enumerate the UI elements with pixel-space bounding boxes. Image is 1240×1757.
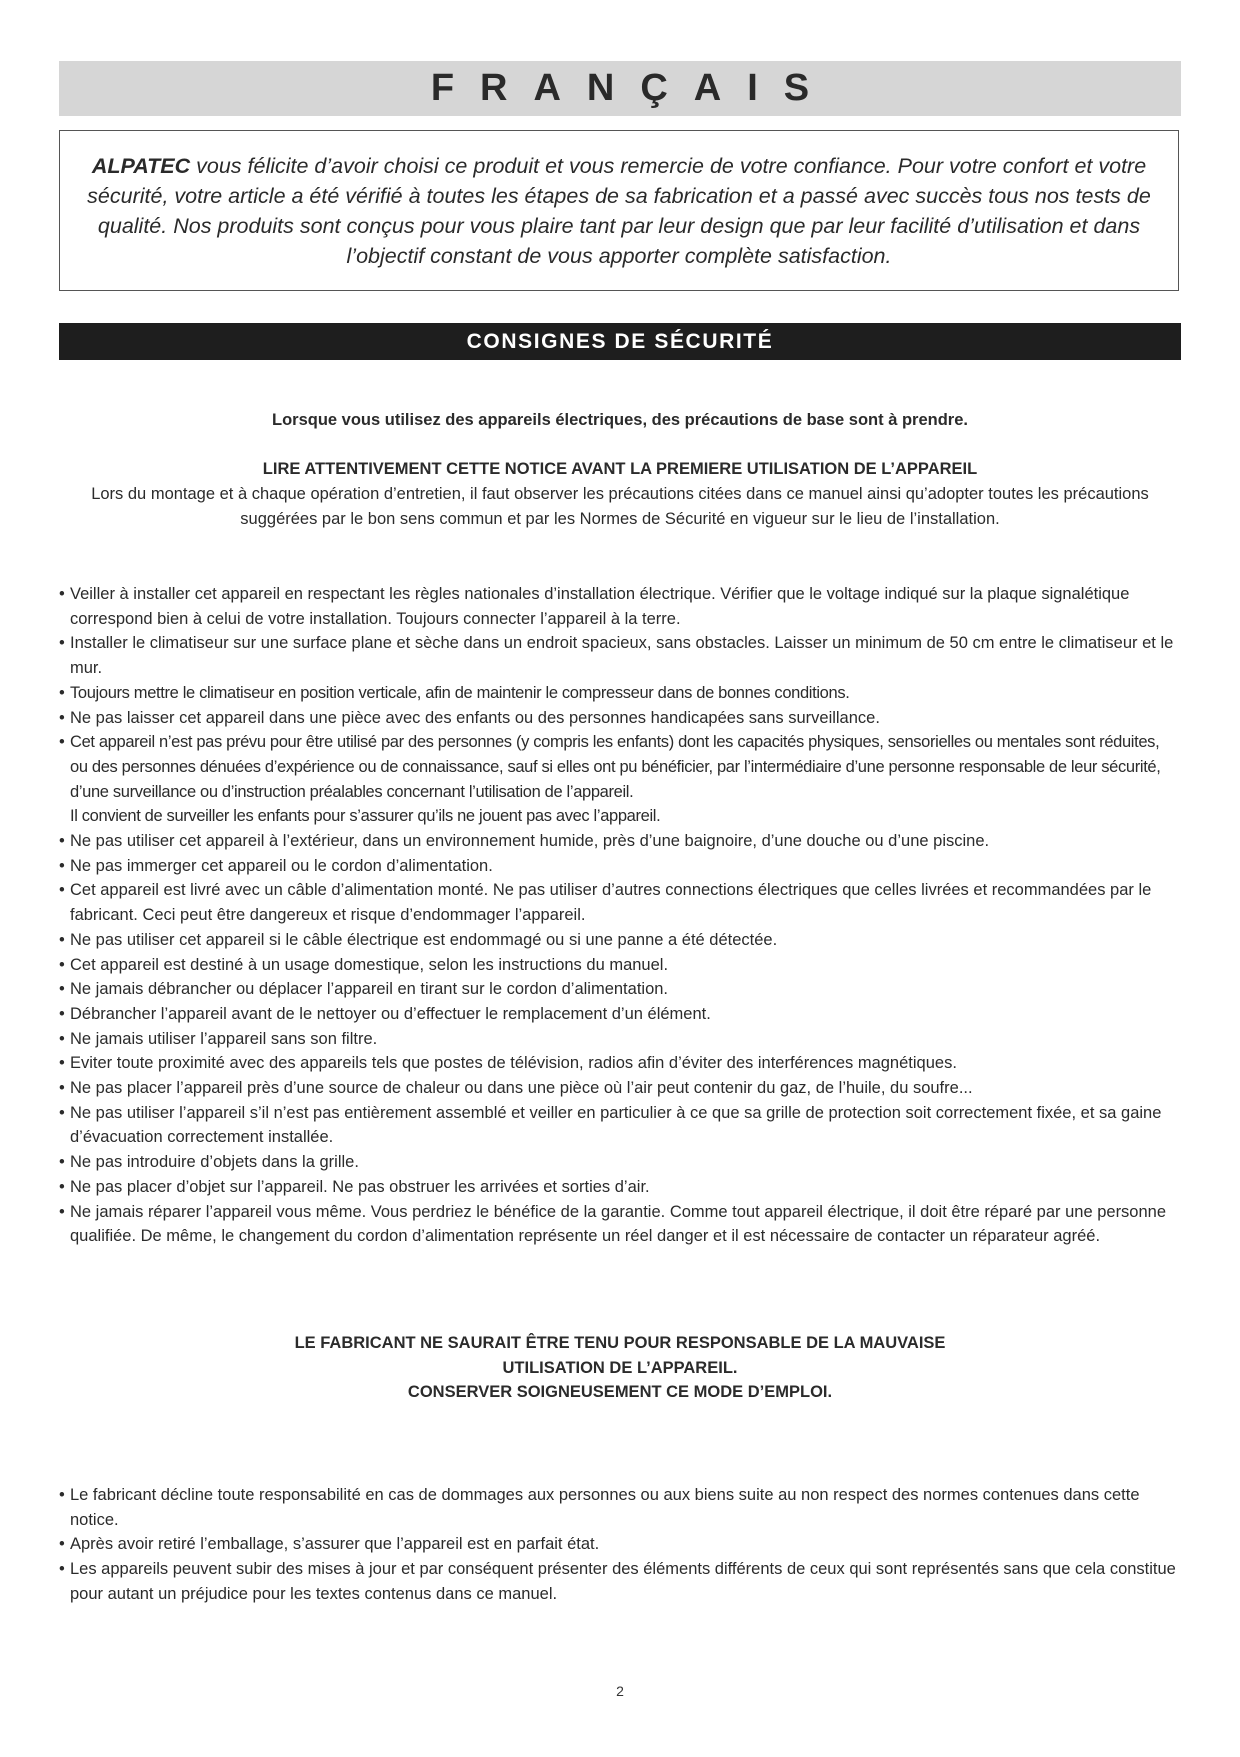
list-item: • Après avoir retiré l’emballage, s’assurer que l’appareil est en parfait état. [59, 1532, 1181, 1557]
language-title: FRANÇAIS [430, 67, 836, 109]
list-item: • Ne jamais débrancher ou déplacer l’appareil en tirant sur le cordon d’alimentation. [59, 977, 1181, 1002]
safety-section-bar [59, 323, 1181, 360]
list-item: • Le fabricant décline toute responsabilité en cas de dommages aux personnes ou aux biens suite au non respect des normes contenues dans cette notice. [59, 1483, 1181, 1532]
warning-line: UTILISATION DE L’APPAREIL. [502, 1358, 738, 1377]
intro-text: vous félicite d’avoir choisi ce produit et vous remercie de votre confiance. Pour votre confort et votre sécurité, votre article a été vérifié à toutes les étapes de sa fabrication et a passé avec succès tous nos tests de qualité. Nos produits sont conçus pour vous plaire tant par leur design que par leur facilité d’utilisation et dans l’objectif constant de vous apporter complète satisfaction. [87, 153, 1151, 268]
list-item: • Ne pas immerger cet appareil ou le cordon d’alimentation. [59, 854, 1181, 879]
brand-name: ALPATEC [91, 153, 191, 178]
intro-box [59, 130, 1179, 291]
list-item: • Ne pas introduire d’objets dans la grille. [59, 1150, 1181, 1175]
list-item: • Installer le climatiseur sur une surface plane et sèche dans un endroit spacieux, sans obstacles. Laisser un minimum de 50 cm entre le climatiseur et le mur. [59, 631, 1181, 680]
notice-text: Lors du montage et à chaque opération d’entretien, il faut observer les précautions citées dans ce manuel ainsi qu’adopter toutes les précautions suggérées par le bon sens commun et par les Normes de Sécurité en vigueur sur le lieu de l’installation. [91, 485, 1149, 528]
list-item: • Ne pas placer l’appareil près d’une source de chaleur ou dans une pièce où l’air peut contenir du gaz, de l’huile, du soufre... [59, 1076, 1181, 1101]
warning-line: LE FABRICANT NE SAURAIT ÊTRE TENU POUR RESPONSABLE DE LA MAUVAISE [294, 1334, 946, 1352]
list-item: • Ne pas utiliser cet appareil si le câble électrique est endommagé ou si une panne a été détectée. [59, 928, 1181, 953]
list-item: • Ne pas utiliser cet appareil à l’extérieur, dans un environnement humide, près d’une baignoire, d’une douche ou d’une piscine. [59, 829, 1181, 854]
safety-section-title: CONSIGNES DE SÉCURITÉ [466, 329, 774, 353]
list-item: • Les appareils peuvent subir des mises à jour et par conséquent présenter des éléments différents de ceux qui sont représentés sans que cela constitue pour autant un préjudice pour les textes contenus dans ce manuel. [59, 1557, 1181, 1606]
list-item [59, 730, 1181, 829]
list-item: • Ne pas laisser cet appareil dans une pièce avec des enfants ou des personnes handicapées sans surveillance. [59, 706, 1181, 731]
safety-bullet-list [59, 582, 1181, 1249]
list-item: • Cet appareil est livré avec un câble d’alimentation monté. Ne pas utiliser d’autres connections électriques que celles livrées et recommandées par le fabricant. Ceci peut être dangereux et risque d’endommager l’appareil. [59, 878, 1181, 927]
list-item: • Ne pas utiliser l’appareil s’il n’est pas entièrement assemblé et veiller en particulier à ce que sa grille de protection soit correctement fixée, et sa gaine d’évacuation correctement installée. [59, 1101, 1181, 1150]
list-item: • Cet appareil est destiné à un usage domestique, selon les instructions du manuel. [59, 953, 1181, 978]
intro-paragraph [84, 151, 1154, 271]
safety-lead: Lorsque vous utilisez des appareils électriques, des précautions de base sont à prendre. [272, 411, 968, 429]
list-item: • Ne jamais réparer l’appareil vous même. Vous perdriez le bénéfice de la garantie. Comme tout appareil électrique, il doit être réparé par une personne qualifiée. De même, le changement du cordon d’alimentation représente un réel danger et il est nécessaire de contacter un réparateur agréé. [59, 1200, 1181, 1249]
notice-heading: LIRE ATTENTIVEMENT CETTE NOTICE AVANT LA PREMIERE UTILISATION DE L’APPAREIL [262, 460, 978, 478]
list-item-text: Cet appareil n’est pas prévu pour être utilisé par des personnes (y compris les enfants) dont les capacités physiques, sensorielles ou mentales sont réduites, ou des personnes dénuées d’expérience ou de connaissance, sauf si elles ont pu bénéficier, par l’intermédiaire d’une personne responsable de leur sécurité, d’une surveillance ou d’instruction préalables concernant l’utilisation de l’appareil. [70, 733, 1161, 801]
manufacturer-warning [59, 1331, 1181, 1405]
list-item: • Ne pas placer d’objet sur l’appareil. Ne pas obstruer les arrivées et sorties d’air. [59, 1175, 1181, 1200]
list-item: • Veiller à installer cet appareil en respectant les règles nationales d’installation électrique. Vérifier que le voltage indiqué sur la plaque signalétique correspond bien à celui de votre installation. Toujours connecter l’appareil à la terre. [59, 582, 1181, 631]
language-header-bar [59, 61, 1181, 116]
final-bullet-list [59, 1483, 1181, 1607]
list-item: • Toujours mettre le climatiseur en position verticale, afin de maintenir le compresseur dans de bonnes conditions. [59, 681, 1181, 706]
list-item: • Ne jamais utiliser l’appareil sans son filtre. [59, 1027, 1181, 1052]
children-note: Il convient de surveiller les enfants pour s’assurer qu’ils ne jouent pas avec l’appareil. [70, 807, 661, 826]
list-item: • Eviter toute proximité avec des appareils tels que postes de télévision, radios afin d’éviter des interférences magnétiques. [59, 1051, 1181, 1076]
list-item: • Débrancher l’appareil avant de le nettoyer ou d’effectuer le remplacement d’un élément. [59, 1002, 1181, 1027]
warning-line: CONSERVER SOIGNEUSEMENT CE MODE D’EMPLOI. [407, 1383, 833, 1401]
page-number: 2 [616, 1683, 624, 1699]
